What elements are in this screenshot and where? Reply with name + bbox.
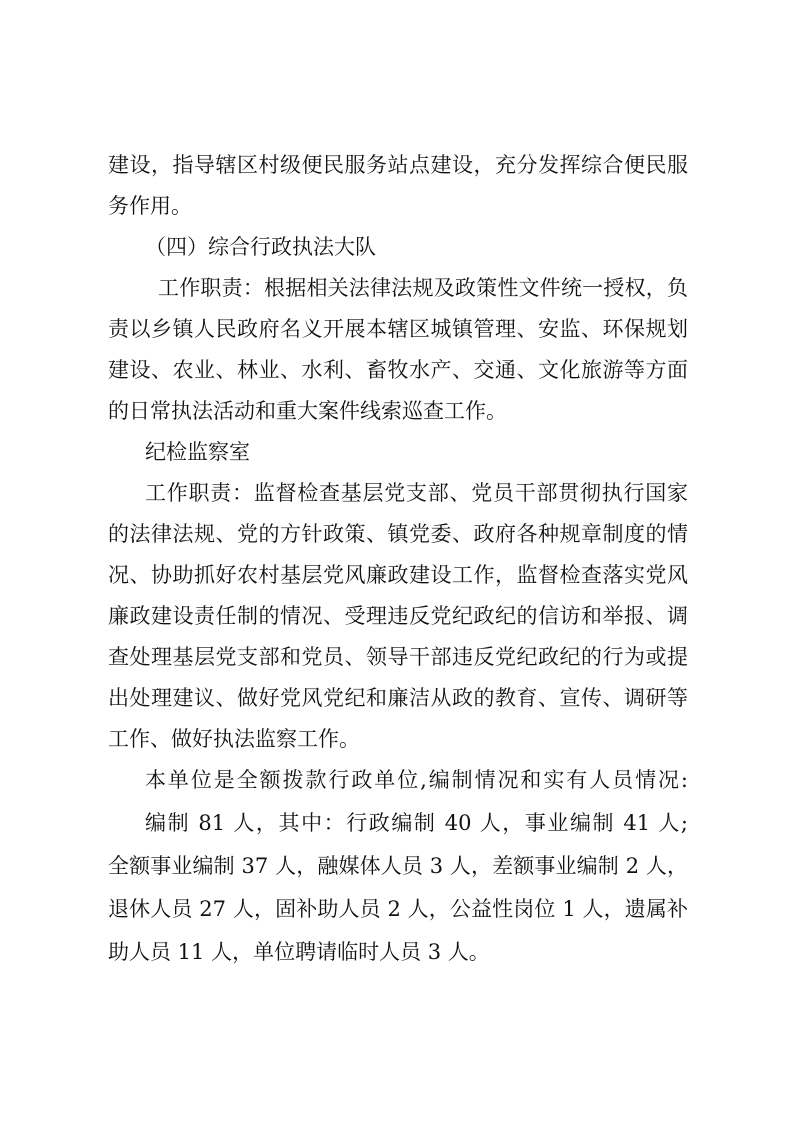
sub-heading: 纪检监察室 xyxy=(145,440,250,464)
paragraph-line: 退休人员 27 人，固补助人员 2 人，公益性岗位 1 人，遗属补 xyxy=(108,897,688,921)
paragraph-line: 出处理建议、做好党风党纪和廉洁从政的教育、宣传、调研等 xyxy=(108,686,688,710)
paragraph-line: 责以乡镇人民政府名义开展本辖区城镇管理、安监、环保规划 xyxy=(108,317,688,341)
paragraph-line: 全额事业编制 37 人，融媒体人员 3 人，差额事业编制 2 人， xyxy=(108,854,688,878)
paragraph-line: 务作用。 xyxy=(108,194,192,218)
paragraph-line: 工作职责：根据相关法律法规及政策性文件统一授权，负 xyxy=(158,276,688,300)
paragraph-line: 的日常执法活动和重大案件线索巡查工作。 xyxy=(108,399,507,423)
paragraph-line: 查处理基层党支部和党员、领导干部违反党纪政纪的行为或提 xyxy=(108,645,688,669)
paragraph-line: 况、协助抓好农村基层党风廉政建设工作，监督检查落实党风 xyxy=(108,563,688,587)
section-heading: （四）综合行政执法大队 xyxy=(145,235,376,259)
paragraph-line: 的法律法规、党的方针政策、镇党委、政府各种规章制度的情 xyxy=(108,522,688,546)
paragraph-line: 助人员 11 人，单位聘请临时人员 3 人。 xyxy=(108,940,490,964)
paragraph-line: 建设、农业、林业、水利、畜牧水产、交通、文化旅游等方面 xyxy=(108,358,688,382)
paragraph-line: 本单位是全额拨款行政单位,编制情况和实有人员情况: xyxy=(145,768,688,792)
paragraph-line: 廉政建设责任制的情况、受理违反党纪政纪的信访和举报、调 xyxy=(108,604,688,628)
paragraph-line: 建设，指导辖区村级便民服务站点建设，充分发挥综合便民服 xyxy=(108,153,688,177)
paragraph-line: 工作、做好执法监察工作。 xyxy=(108,727,360,751)
paragraph-line: 工作职责：监督检查基层党支部、党员干部贯彻执行国家 xyxy=(145,481,688,505)
paragraph-line: 编制 81 人，其中：行政编制 40 人，事业编制 41 人; xyxy=(145,811,688,835)
